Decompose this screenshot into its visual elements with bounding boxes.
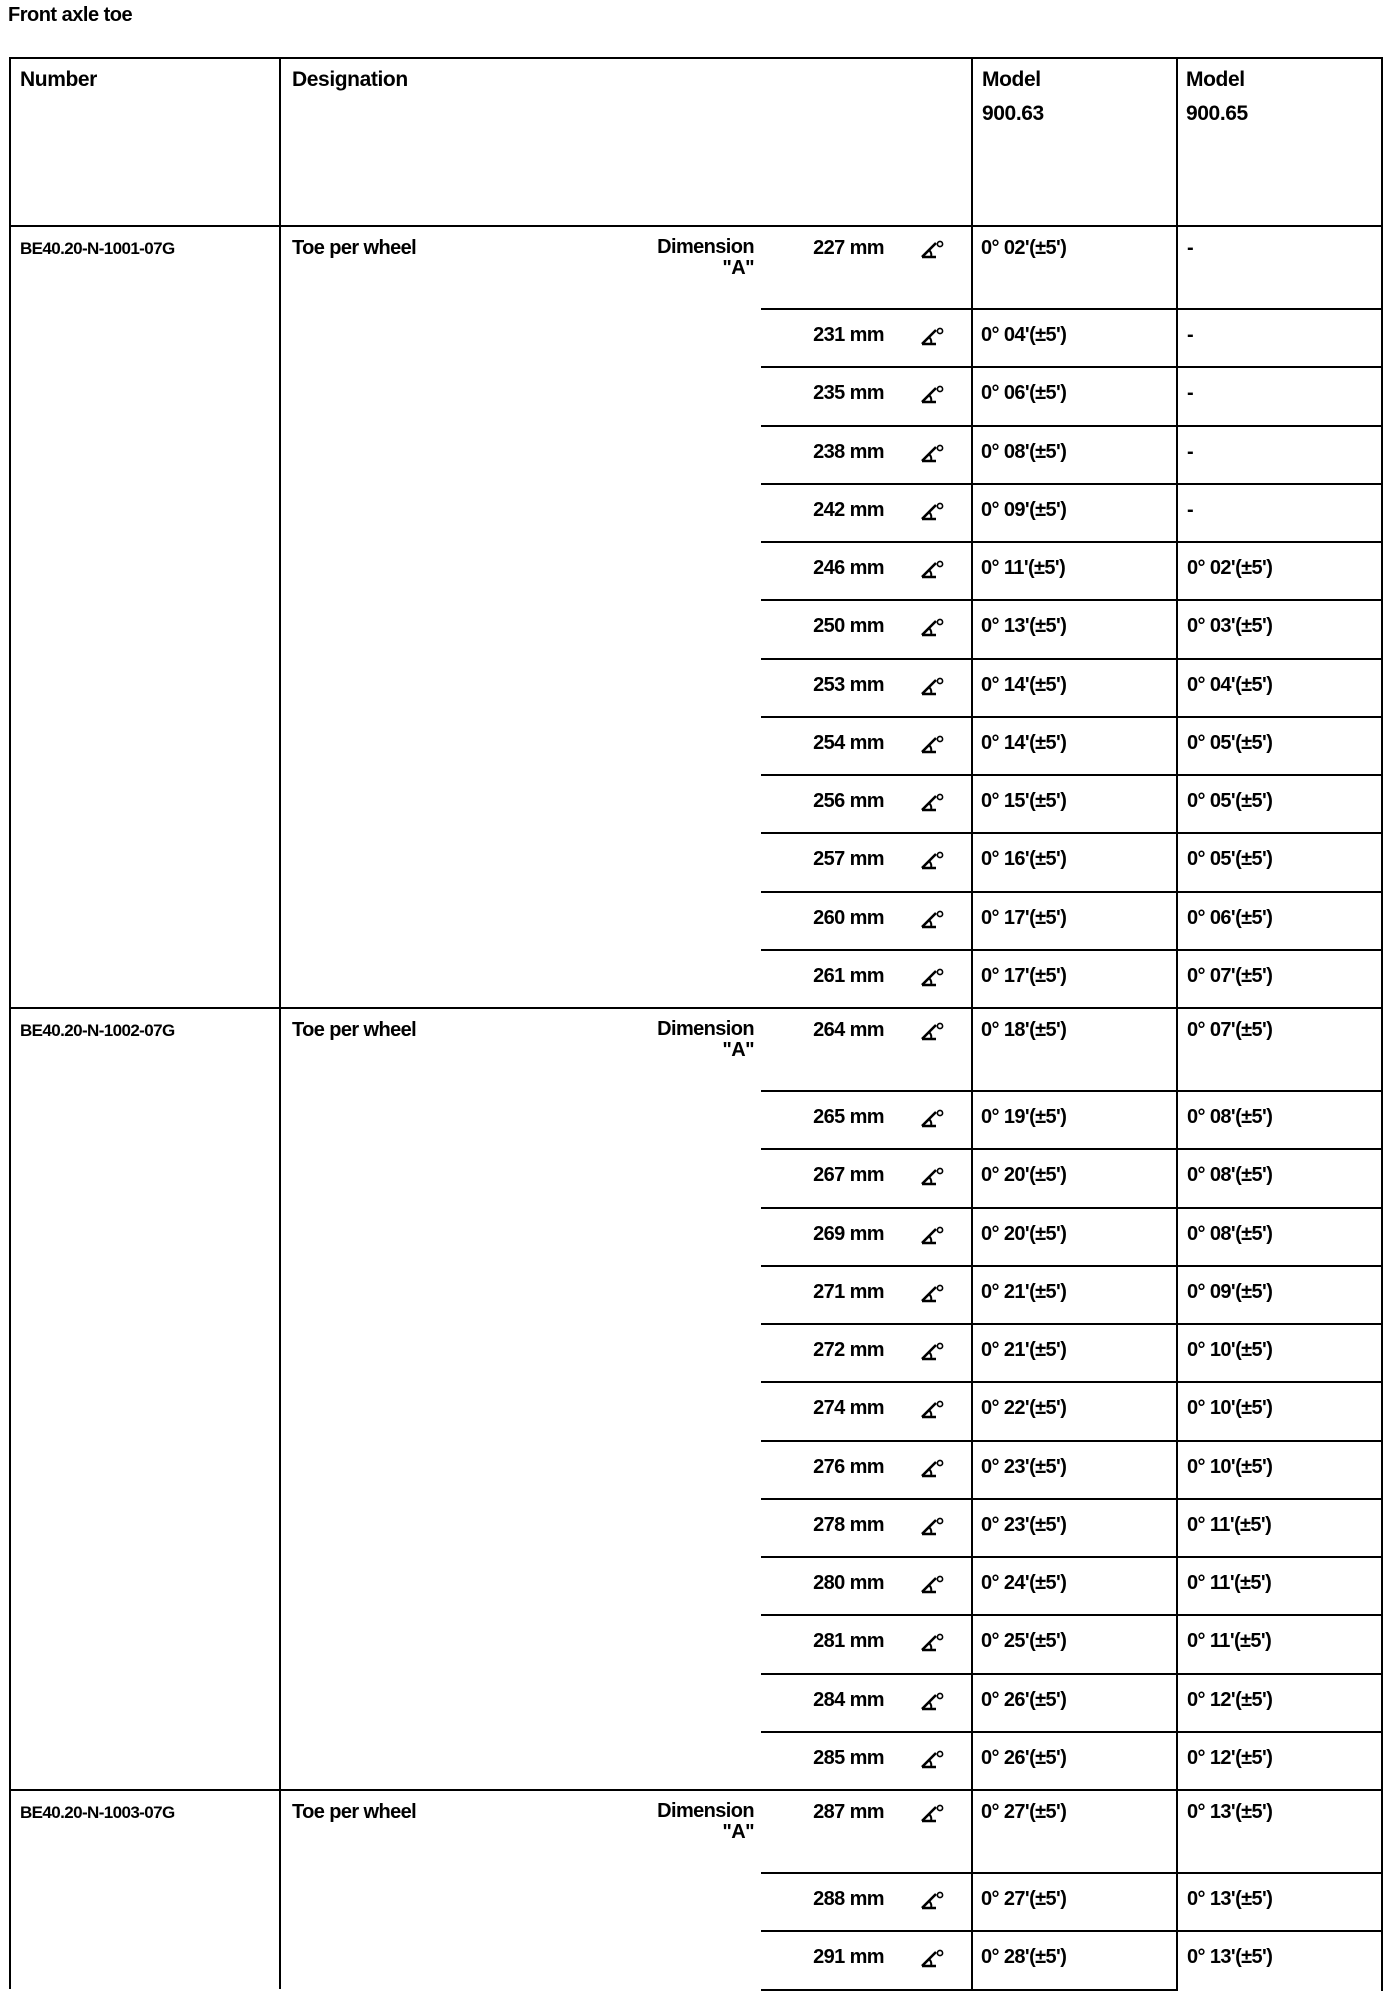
row-dimension-label: Dimension "A" (657, 236, 754, 279)
vertical-rule (9, 59, 11, 1989)
toe-table (9, 57, 1383, 1979)
row-dimension-mm: 276 mm (813, 1455, 884, 1478)
row-model-2-value: 0° 05'(±5') (1187, 731, 1273, 754)
row-model-2-value: 0° 05'(±5') (1187, 848, 1273, 871)
row-model-1-value: 0° 08'(±5') (981, 440, 1067, 463)
row-dimension-mm: 272 mm (813, 1339, 884, 1361)
row-rule (761, 716, 1383, 718)
row-rule (761, 1731, 1383, 1733)
row-dimension-mm: 267 mm (813, 1164, 884, 1187)
row-rule (761, 1930, 1383, 1932)
row-dimension-mm: 287 mm (813, 1801, 884, 1823)
row-rule (761, 1207, 1383, 1209)
row-rule (761, 1498, 1383, 1500)
row-model-1-value: 0° 27'(±5') (981, 1888, 1067, 1910)
row-model-2-value: 0° 10'(±5') (1187, 1455, 1273, 1478)
row-model-1-value: 0° 14'(±5') (981, 673, 1067, 696)
row-model-1-value: 0° 28'(±5') (981, 1946, 1067, 1969)
row-rule (761, 1323, 1383, 1325)
row-model-1-value: 0° 23'(±5') (981, 1513, 1067, 1536)
angle-icon (919, 1948, 945, 1970)
page-title: Front axle toe (8, 4, 133, 26)
row-rule (761, 1440, 1383, 1442)
angle-icon (919, 617, 945, 639)
row-model-2-value: 0° 13'(±5') (1187, 1801, 1273, 1823)
row-model-1-value: 0° 18'(±5') (981, 1019, 1067, 1041)
row-dimension-mm: 231 mm (813, 324, 884, 346)
angle-icon (919, 1516, 945, 1538)
row-dimension-mm: 274 mm (813, 1397, 884, 1420)
row-dimension-mm: 265 mm (813, 1106, 884, 1128)
row-dimension-mm: 235 mm (813, 382, 884, 405)
row-rule (761, 425, 1383, 427)
row-model-2-value: 0° 07'(±5') (1187, 1019, 1273, 1041)
row-rule (761, 1381, 1383, 1383)
row-model-1-value: 0° 27'(±5') (981, 1801, 1067, 1823)
row-model-1-value: 0° 14'(±5') (981, 731, 1067, 754)
angle-icon (919, 1803, 945, 1825)
row-model-1-value: 0° 20'(±5') (981, 1164, 1067, 1187)
angle-icon (919, 1749, 945, 1771)
row-rule (761, 308, 1383, 310)
angle-icon (919, 967, 945, 989)
row-rule (761, 1556, 1383, 1558)
row-rule (761, 658, 1383, 660)
header-model-1: Model (982, 68, 1041, 91)
row-rule (761, 1872, 1383, 1874)
header-number: Number (20, 68, 97, 91)
row-model-2-value: 0° 11'(±5') (1187, 1630, 1272, 1653)
row-rule (761, 774, 1383, 776)
angle-icon (919, 443, 945, 465)
angle-icon (919, 1225, 945, 1247)
row-number: BE40.20-N-1003-07G (20, 1803, 175, 1822)
angle-icon (919, 501, 945, 523)
row-rule (761, 541, 1383, 543)
angle-icon (919, 559, 945, 581)
angle-icon (919, 1890, 945, 1912)
row-dimension-mm: 257 mm (813, 848, 884, 871)
vertical-rule (1381, 59, 1383, 1991)
row-dimension-mm: 278 mm (813, 1513, 884, 1536)
row-model-2-value: - (1187, 324, 1194, 346)
row-dimension-mm: 250 mm (813, 615, 884, 638)
row-dimension-mm: 280 mm (813, 1572, 884, 1594)
row-designation: Toe per wheel (292, 237, 417, 259)
angle-icon (919, 239, 945, 261)
row-designation: Toe per wheel (292, 1019, 417, 1041)
angle-icon (919, 734, 945, 756)
row-dimension-mm: 271 mm (813, 1280, 884, 1303)
row-model-2-value: 0° 11'(±5') (1187, 1513, 1272, 1536)
row-model-2-value: 0° 07'(±5') (1187, 964, 1273, 987)
vertical-rule (971, 59, 973, 1991)
angle-icon (919, 676, 945, 698)
row-model-2-value: 0° 09'(±5') (1187, 1280, 1273, 1303)
row-model-1-value: 0° 24'(±5') (981, 1572, 1067, 1594)
row-model-1-value: 0° 26'(±5') (981, 1746, 1067, 1769)
row-model-1-value: 0° 06'(±5') (981, 382, 1067, 405)
row-dimension-mm: 253 mm (813, 673, 884, 696)
row-dimension-mm: 269 mm (813, 1222, 884, 1245)
row-rule (761, 1614, 1383, 1616)
row-model-1-value: 0° 23'(±5') (981, 1455, 1067, 1478)
row-dimension-mm: 256 mm (813, 790, 884, 812)
row-model-1-value: 0° 17'(±5') (981, 964, 1067, 987)
row-model-1-value: 0° 15'(±5') (981, 790, 1067, 812)
row-dimension-mm: 260 mm (813, 906, 884, 929)
row-rule (761, 1148, 1383, 1150)
row-rule (761, 1265, 1383, 1267)
row-dimension-mm: 288 mm (813, 1888, 884, 1910)
row-dimension-label: Dimension "A" (657, 1018, 754, 1061)
angle-icon (919, 1458, 945, 1480)
angle-icon (919, 850, 945, 872)
row-designation: Toe per wheel (292, 1801, 417, 1823)
row-dimension-mm: 291 mm (813, 1946, 884, 1969)
angle-icon (919, 1574, 945, 1596)
row-model-1-value: 0° 21'(±5') (981, 1280, 1067, 1303)
angle-icon (919, 1691, 945, 1713)
row-rule (761, 1989, 1178, 1991)
row-model-1-value: 0° 13'(±5') (981, 615, 1067, 638)
row-rule (761, 483, 1383, 485)
row-dimension-label: Dimension "A" (657, 1800, 754, 1843)
row-model-1-value: 0° 17'(±5') (981, 906, 1067, 929)
row-model-1-value: 0° 16'(±5') (981, 848, 1067, 871)
row-rule (761, 891, 1383, 893)
row-dimension-mm: 285 mm (813, 1746, 884, 1769)
row-dimension-mm: 284 mm (813, 1688, 884, 1711)
row-model-2-value: 0° 02'(±5') (1187, 557, 1273, 579)
row-dimension-mm: 246 mm (813, 557, 884, 579)
angle-icon (919, 1399, 945, 1421)
row-model-1-value: 0° 11'(±5') (981, 557, 1066, 579)
row-dimension-mm: 264 mm (813, 1019, 884, 1041)
row-model-2-value: - (1187, 237, 1194, 259)
row-rule (761, 832, 1383, 834)
vertical-rule (1176, 59, 1178, 1991)
row-rule (761, 366, 1383, 368)
row-model-1-value: 0° 19'(±5') (981, 1106, 1067, 1128)
row-model-2-value: 0° 06'(±5') (1187, 906, 1273, 929)
row-dimension-mm: 238 mm (813, 440, 884, 463)
row-model-1-value: 0° 25'(±5') (981, 1630, 1067, 1653)
row-dimension-mm: 261 mm (813, 964, 884, 987)
row-model-2-value: 0° 03'(±5') (1187, 615, 1273, 638)
header-designation: Designation (292, 68, 408, 91)
header-model-2: Model (1186, 68, 1245, 91)
angle-icon (919, 384, 945, 406)
vertical-rule (279, 59, 281, 1989)
row-model-1-value: 0° 22'(±5') (981, 1397, 1067, 1420)
row-dimension-mm: 227 mm (813, 237, 884, 259)
row-model-2-value: 0° 08'(±5') (1187, 1164, 1273, 1187)
row-model-2-value: 0° 11'(±5') (1187, 1572, 1272, 1594)
angle-icon (919, 1341, 945, 1363)
row-dimension-mm: 242 mm (813, 498, 884, 521)
row-model-2-value: 0° 12'(±5') (1187, 1688, 1273, 1711)
row-dimension-mm: 254 mm (813, 731, 884, 754)
angle-icon (919, 792, 945, 814)
row-model-2-value: 0° 12'(±5') (1187, 1746, 1273, 1769)
row-model-1-value: 0° 20'(±5') (981, 1222, 1067, 1245)
row-model-1-value: 0° 04'(±5') (981, 324, 1067, 346)
row-model-2-value: 0° 04'(±5') (1187, 673, 1273, 696)
row-model-1-value: 0° 21'(±5') (981, 1339, 1067, 1361)
angle-icon (919, 1108, 945, 1130)
row-model-2-value: 0° 10'(±5') (1187, 1339, 1273, 1361)
row-model-2-value: 0° 08'(±5') (1187, 1106, 1273, 1128)
header-model-1-code: 900.63 (982, 102, 1044, 125)
row-model-1-value: 0° 02'(±5') (981, 237, 1067, 259)
angle-icon (919, 909, 945, 931)
row-model-2-value: 0° 05'(±5') (1187, 790, 1273, 812)
row-rule (761, 1090, 1383, 1092)
row-model-2-value: 0° 13'(±5') (1187, 1888, 1273, 1910)
row-model-2-value: - (1187, 382, 1194, 405)
row-model-2-value: 0° 08'(±5') (1187, 1222, 1273, 1245)
angle-icon (919, 1021, 945, 1043)
angle-icon (919, 1283, 945, 1305)
row-rule (761, 599, 1383, 601)
row-rule (761, 1673, 1383, 1675)
angle-icon (919, 1166, 945, 1188)
row-number: BE40.20-N-1002-07G (20, 1021, 175, 1040)
row-model-2-value: 0° 13'(±5') (1187, 1946, 1273, 1969)
row-number: BE40.20-N-1001-07G (20, 239, 175, 258)
row-dimension-mm: 281 mm (813, 1630, 884, 1653)
row-model-2-value: - (1187, 498, 1194, 521)
row-model-2-value: - (1187, 440, 1194, 463)
row-model-1-value: 0° 09'(±5') (981, 498, 1067, 521)
row-model-1-value: 0° 26'(±5') (981, 1688, 1067, 1711)
row-model-2-value: 0° 10'(±5') (1187, 1397, 1273, 1420)
angle-icon (919, 1632, 945, 1654)
angle-icon (919, 326, 945, 348)
row-rule (761, 949, 1383, 951)
header-model-2-code: 900.65 (1186, 102, 1248, 125)
